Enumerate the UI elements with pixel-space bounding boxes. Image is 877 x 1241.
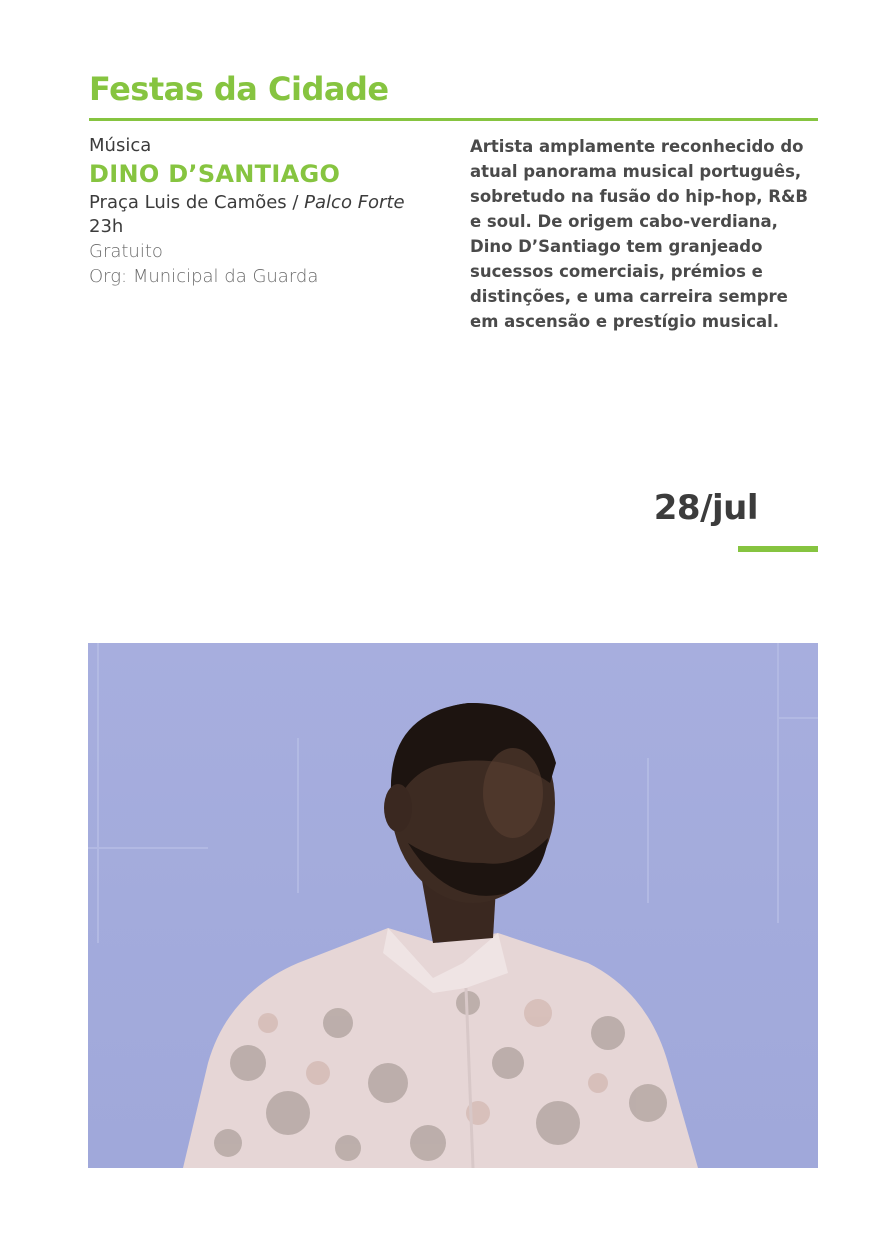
event-info (89, 134, 449, 289)
event-description: Artista amplamente reconhecido do atual panorama musical português, sobretudo na fusão do hip-hop, R&B e soul. De origem cabo-verdiana, Dino D’Santiago tem granjeado sucessos comerciais, prémios e distinções, e uma carreira sempre em ascensão e prestígio musical. (470, 137, 808, 331)
event-category: Música (89, 135, 152, 156)
event-organizer: Org: Municipal da Guarda (89, 266, 319, 287)
section-title: Festas da Cidade (89, 70, 389, 108)
event-time: 23h (89, 216, 124, 237)
stage-name: Palco Forte (304, 192, 405, 213)
artist-name: DINO D’SANTIAGO (89, 160, 341, 188)
artist-photo (88, 643, 818, 1168)
event-venue (89, 191, 449, 215)
event-price: Gratuito (89, 241, 163, 262)
event-date: 28/jul (653, 488, 758, 528)
title-divider (89, 118, 818, 121)
venue-name: Praça Luis de Camões / (89, 192, 305, 213)
date-underline (738, 546, 818, 552)
